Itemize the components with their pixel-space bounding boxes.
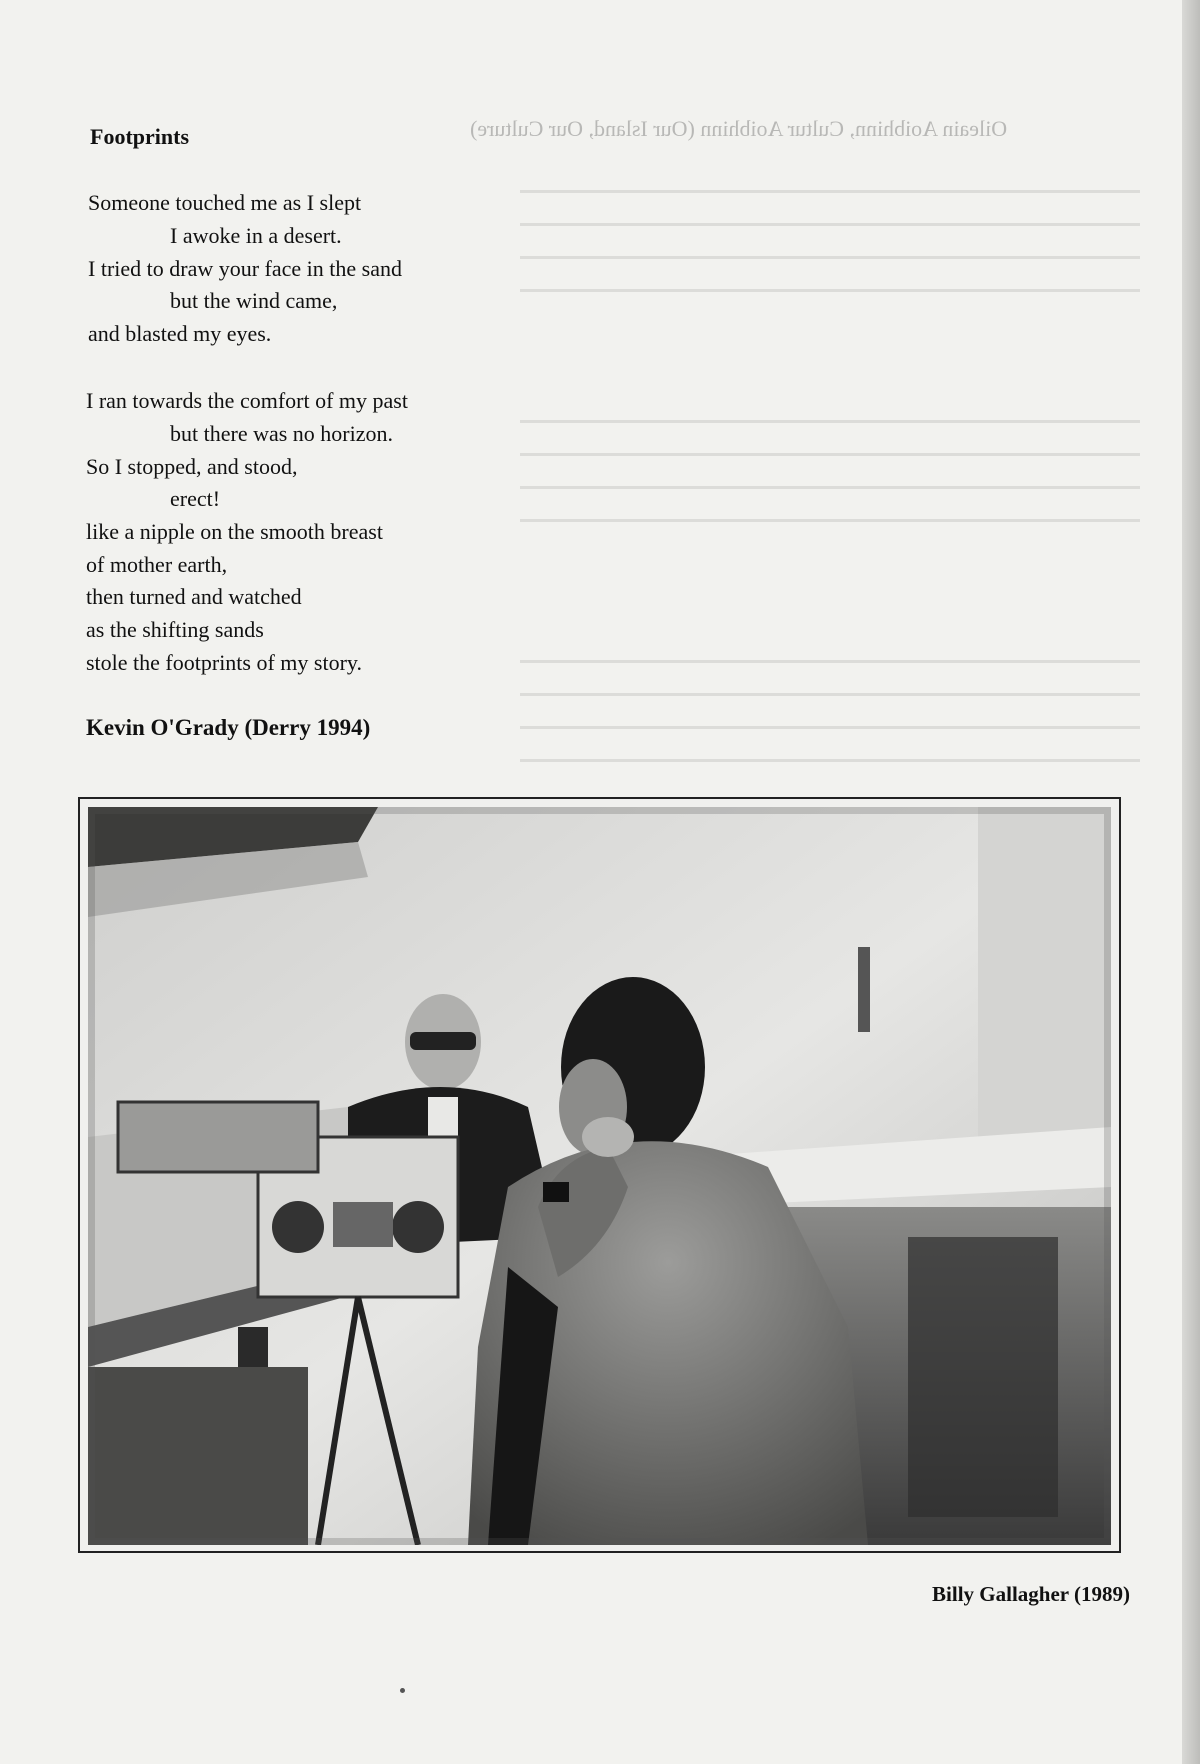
counter-cabinet xyxy=(908,1237,1058,1517)
table-underside xyxy=(88,1367,308,1545)
poem-line: I ran towards the comfort of my past xyxy=(86,388,408,413)
right-wall-panel xyxy=(978,807,1111,1167)
poem-line: I awoke in a desert. xyxy=(170,223,342,248)
poem-line: erect! xyxy=(170,486,221,511)
wall-fixture xyxy=(858,947,870,1032)
bleed-through-header: Oileain Aoibhinn, Cultur Aoibhinn (Our Island, Our Culture) xyxy=(470,116,1008,141)
bleed-through-paragraph xyxy=(520,190,1140,300)
poem-line: Someone touched me as I slept xyxy=(88,190,362,215)
page-edge-shadow xyxy=(1182,0,1200,1764)
equipment-box xyxy=(118,1102,318,1172)
poem-line: but the wind came, xyxy=(170,288,338,313)
poem-line: stole the footprints of my story. xyxy=(86,650,362,675)
paper-speck xyxy=(400,1688,405,1693)
tape-recorder-speaker xyxy=(392,1201,444,1253)
poem-line: as the shifting sands xyxy=(86,617,264,642)
photo-frame xyxy=(78,797,1121,1553)
photograph xyxy=(88,807,1111,1545)
poem-title: Footprints xyxy=(90,124,189,149)
older-man-glasses xyxy=(410,1032,476,1050)
bleed-through-paragraph xyxy=(520,660,1140,770)
bleed-through-paragraph xyxy=(520,420,1140,530)
poem-author: Kevin O'Grady (Derry 1994) xyxy=(86,715,371,740)
poem-line: I tried to draw your face in the sand xyxy=(88,256,402,281)
tape-recorder-deck xyxy=(333,1202,393,1247)
photograph-illustration xyxy=(88,807,1111,1545)
poem-line: So I stopped, and stood, xyxy=(86,454,298,479)
wristwatch xyxy=(543,1182,569,1202)
poem-line: like a nipple on the smooth breast xyxy=(86,519,383,544)
tape-recorder-speaker xyxy=(272,1201,324,1253)
poem-line: of mother earth, xyxy=(86,552,228,577)
poem-line: and blasted my eyes. xyxy=(88,321,272,346)
photo-caption: Billy Gallagher (1989) xyxy=(932,1582,1130,1606)
younger-man-hand xyxy=(582,1117,634,1157)
poem-line: then turned and watched xyxy=(86,584,302,609)
poem-line: but there was no horizon. xyxy=(170,421,393,446)
